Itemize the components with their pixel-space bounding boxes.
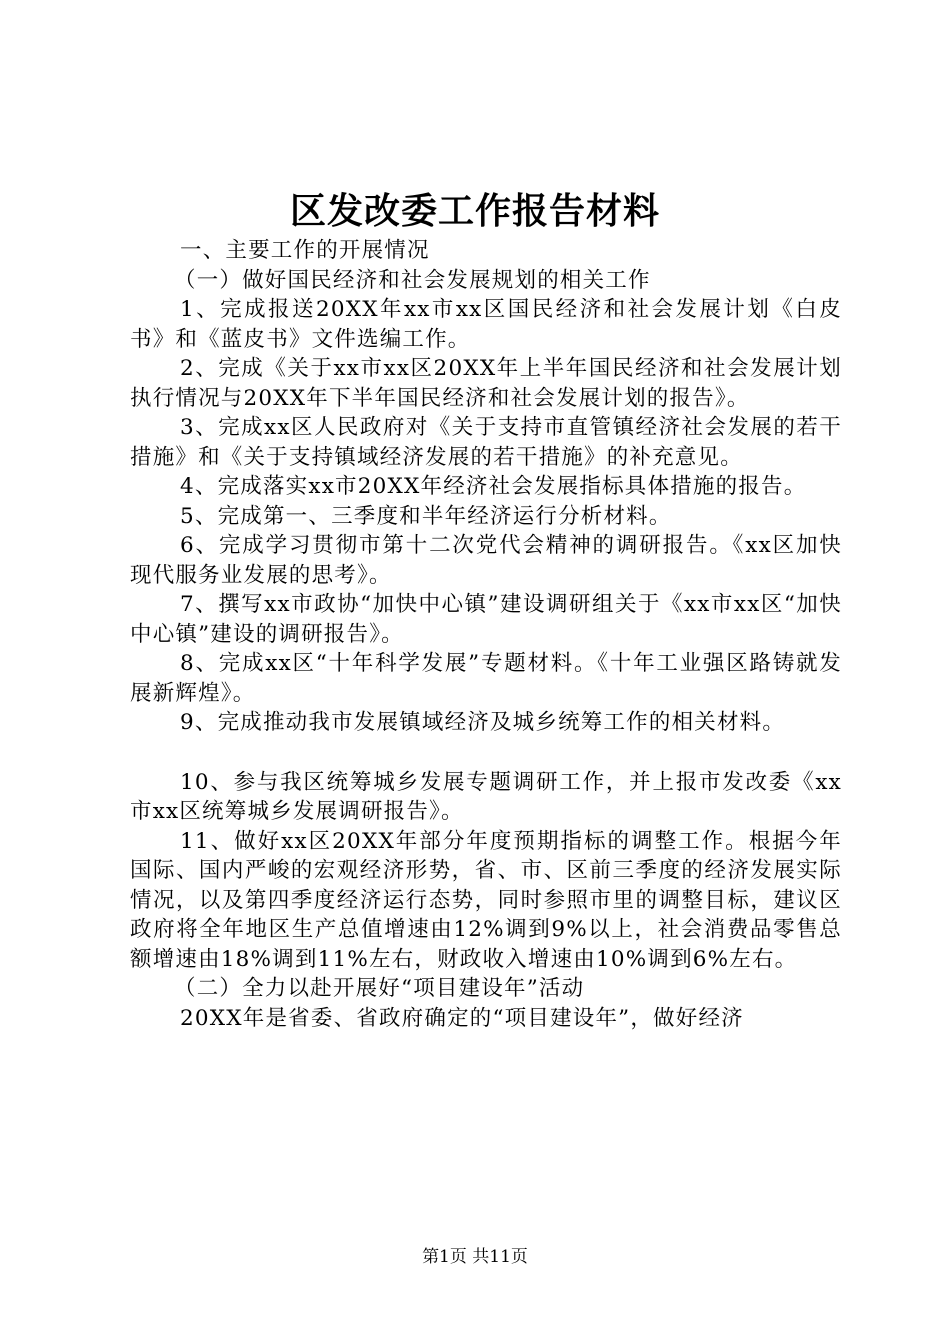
list-item: 5、完成第一、三季度和半年经济运行分析材料。 bbox=[180, 503, 672, 529]
list-item: 8、完成xx区“十年科学发展”专题材料。《十年工业强区路铸就发展新辉煌》。 bbox=[130, 651, 842, 706]
list-item: 4、完成落实xx市20XX年经济社会发展指标具体措施的报告。 bbox=[180, 474, 807, 499]
list-item: 10、参与我区统筹城乡发展专题调研工作，并上报市发改委《xx市xx区统筹城乡发展调研报告》。 bbox=[130, 769, 842, 824]
document-title: 区发改委工作报告材料 bbox=[289, 190, 660, 232]
page-footer: 第1页 共11页 bbox=[422, 1247, 528, 1267]
section-heading: 一、主要工作的开展情况 bbox=[180, 238, 430, 263]
list-item: 11、做好xx区20XX年部分年度预期指标的调整工作。根据今年国际、国内严峻的宏观经济形势，省、市、区前三季度的经济发展实际情况，以及第四季度经济运行态势，同时参照市里的调整目标，建议区政府将全年地区生产总值增速由12%调到9%以上，社会消费品零售总额增速由18%调到11%左右，财政收入增速由10%调到6%左右。 bbox=[130, 828, 842, 972]
list-item: 9、完成推动我市发展镇域经济及城乡统筹工作的相关材料。 bbox=[180, 710, 786, 735]
subsection-heading: （一）做好国民经济和社会发展规划的相关工作 bbox=[174, 267, 651, 293]
subsection-heading: （二）全力以赴开展好“项目建设年”活动 bbox=[174, 976, 585, 1001]
list-item: 2、完成《关于xx市xx区20XX年上半年国民经济和社会发展计划执行情况与20XX年下半年国民经济和社会发展计划的报告》。 bbox=[130, 356, 842, 411]
document-body bbox=[130, 236, 842, 1033]
list-item: 7、撰写xx市政协“加快中心镇”建设调研组关于《xx市xx区“加快中心镇”建设的调研报告》。 bbox=[130, 592, 842, 647]
paragraph-gap bbox=[130, 738, 842, 768]
list-item: 1、完成报送20XX年xx市xx区国民经济和社会发展计划《白皮书》和《蓝皮书》文件选编工作。 bbox=[130, 297, 842, 352]
list-item: 3、完成xx区人民政府对《关于支持市直管镇经济社会发展的若干措施》和《关于支持镇域经济发展的若干措施》的补充意见。 bbox=[130, 415, 842, 470]
body-paragraph: 20XX年是省委、省政府确定的“项目建设年”，做好经济 bbox=[180, 1005, 744, 1031]
list-item: 6、完成学习贯彻市第十二次党代会精神的调研报告。《xx区加快现代服务业发展的思考》。 bbox=[130, 533, 842, 588]
